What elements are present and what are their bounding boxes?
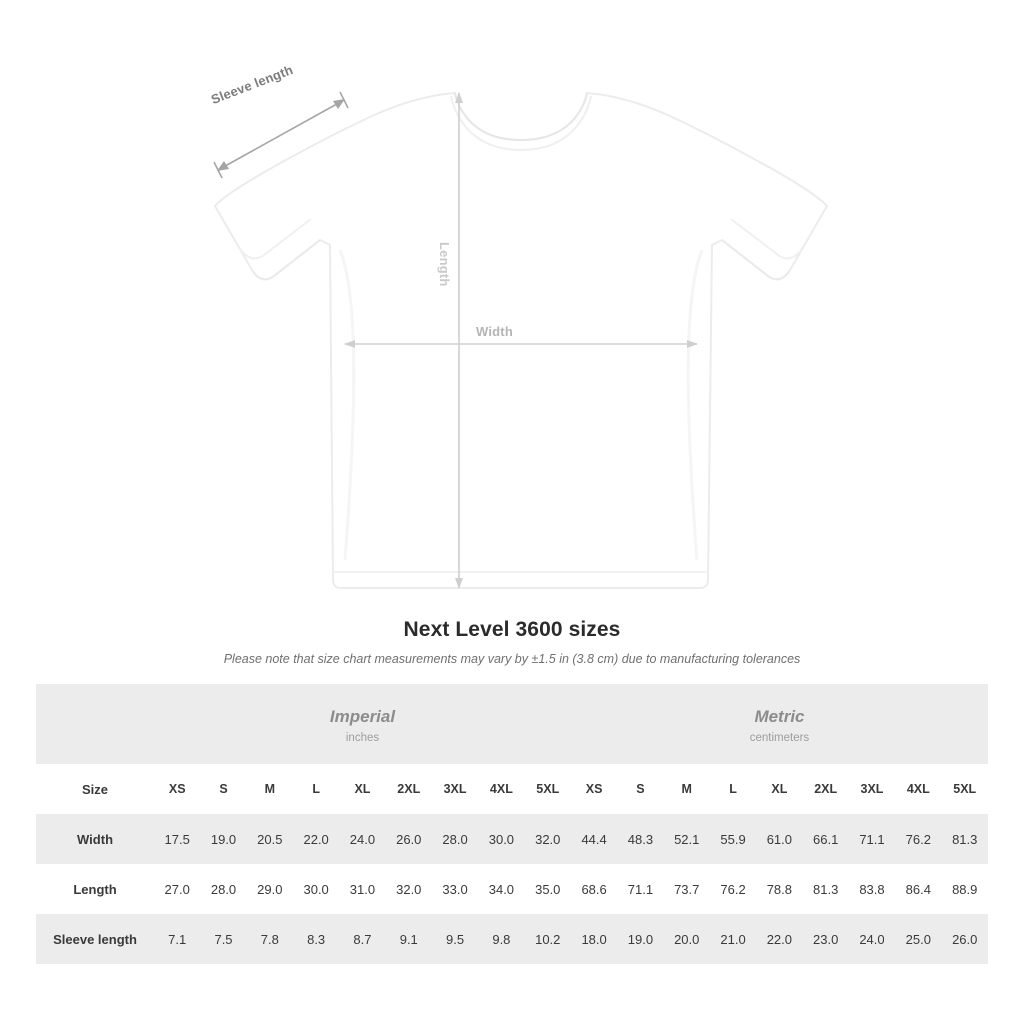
- measurement-cell: 10.2: [525, 914, 571, 964]
- measurement-cell: 26.0: [386, 814, 432, 864]
- table-row: [36, 864, 988, 914]
- measurement-cell: 28.0: [432, 814, 478, 864]
- size-header-cell: M: [247, 764, 293, 814]
- measurement-cell: 22.0: [293, 814, 339, 864]
- measurement-cell: 30.0: [293, 864, 339, 914]
- size-header-cell: S: [200, 764, 246, 814]
- measurement-cell: 48.3: [617, 814, 663, 864]
- size-header-cell: 5XL: [525, 764, 571, 814]
- size-header-cell: 3XL: [432, 764, 478, 814]
- measurement-cell: 71.1: [849, 814, 895, 864]
- measurement-cell: 76.2: [895, 814, 941, 864]
- title-block: [0, 618, 1024, 666]
- size-header-cell: L: [293, 764, 339, 814]
- measurement-cell: 8.3: [293, 914, 339, 964]
- measurement-cell: 71.1: [617, 864, 663, 914]
- size-header-cell: XL: [339, 764, 385, 814]
- unit-group-subtitle: inches: [345, 731, 380, 744]
- unit-group-header: [154, 684, 571, 764]
- size-header-cell: XS: [571, 764, 617, 814]
- size-header-cell: XS: [154, 764, 200, 814]
- measurement-cell: 28.0: [200, 864, 246, 914]
- size-column-header: Size: [36, 764, 154, 814]
- measurement-cell: 66.1: [803, 814, 849, 864]
- unit-group-subtitle: centimeters: [749, 731, 810, 744]
- tolerance-note: Please note that size chart measurements may vary by ±1.5 in (3.8 cm) due to manufacturing tolerances: [223, 652, 801, 666]
- length-dimension-label: Length: [437, 242, 452, 287]
- size-header-cell: XL: [756, 764, 802, 814]
- measurement-cell: 86.4: [895, 864, 941, 914]
- measurement-cell: 88.9: [941, 864, 988, 914]
- measurement-cell: 27.0: [154, 864, 200, 914]
- size-header-cell: 2XL: [803, 764, 849, 814]
- measurement-cell: 17.5: [154, 814, 200, 864]
- size-header-cell: 3XL: [849, 764, 895, 814]
- measurement-cell: 18.0: [571, 914, 617, 964]
- measurement-row-label: Sleeve length: [36, 914, 154, 964]
- table-row: [36, 814, 988, 864]
- measurement-cell: 20.5: [247, 814, 293, 864]
- measurement-cell: 24.0: [339, 814, 385, 864]
- measurement-cell: 7.8: [247, 914, 293, 964]
- size-header-cell: S: [617, 764, 663, 814]
- measurement-cell: 8.7: [339, 914, 385, 964]
- measurement-cell: 32.0: [525, 814, 571, 864]
- sleeve-length-dimension-label: Sleeve length: [209, 62, 296, 108]
- measurement-cell: 34.0: [478, 864, 524, 914]
- measurement-cell: 22.0: [756, 914, 802, 964]
- page-title: Next Level 3600 sizes: [403, 618, 621, 641]
- unit-group-row: [36, 684, 988, 764]
- measurement-cell: 31.0: [339, 864, 385, 914]
- unit-group-name: Imperial: [329, 706, 396, 726]
- measurement-cell: 73.7: [664, 864, 710, 914]
- measurement-cell: 52.1: [664, 814, 710, 864]
- width-dimension-label: Width: [476, 324, 513, 339]
- size-header-cell: 5XL: [941, 764, 988, 814]
- measurement-cell: 9.8: [478, 914, 524, 964]
- measurement-cell: 7.1: [154, 914, 200, 964]
- measurement-cell: 19.0: [617, 914, 663, 964]
- measurement-cell: 23.0: [803, 914, 849, 964]
- size-header-cell: 4XL: [478, 764, 524, 814]
- measurement-cell: 76.2: [710, 864, 756, 914]
- measurement-cell: 26.0: [941, 914, 988, 964]
- measurement-cell: 35.0: [525, 864, 571, 914]
- tshirt-shape: [215, 93, 827, 588]
- unit-group-name: Metric: [754, 706, 805, 726]
- measurement-cell: 33.0: [432, 864, 478, 914]
- size-header-cell: 2XL: [386, 764, 432, 814]
- measurement-cell: 78.8: [756, 864, 802, 914]
- measurement-cell: 83.8: [849, 864, 895, 914]
- measurement-cell: 30.0: [478, 814, 524, 864]
- measurement-cell: 7.5: [200, 914, 246, 964]
- size-header-cell: 4XL: [895, 764, 941, 814]
- size-chart-table-body: [36, 684, 988, 964]
- measurement-cell: 81.3: [803, 864, 849, 914]
- size-header-cell: M: [664, 764, 710, 814]
- measurement-cell: 81.3: [941, 814, 988, 864]
- measurement-cell: 9.5: [432, 914, 478, 964]
- measurement-cell: 20.0: [664, 914, 710, 964]
- table-row: [36, 914, 988, 964]
- table-header-row: [36, 764, 988, 814]
- measurement-cell: 21.0: [710, 914, 756, 964]
- measurement-cell: 32.0: [386, 864, 432, 914]
- measurement-cell: 19.0: [200, 814, 246, 864]
- size-chart-table: [36, 684, 988, 964]
- measurement-cell: 29.0: [247, 864, 293, 914]
- measurement-cell: 68.6: [571, 864, 617, 914]
- size-chart-table-wrapper: [36, 684, 988, 964]
- measurement-row-label: Width: [36, 814, 154, 864]
- unit-group-header: [571, 684, 988, 764]
- measurement-row-label: Length: [36, 864, 154, 914]
- measurement-cell: 44.4: [571, 814, 617, 864]
- measurement-cell: 9.1: [386, 914, 432, 964]
- measurement-cell: 61.0: [756, 814, 802, 864]
- table-corner-cell: [36, 684, 154, 764]
- measurement-cell: 55.9: [710, 814, 756, 864]
- measurement-cell: 24.0: [849, 914, 895, 964]
- measurement-cell: 25.0: [895, 914, 941, 964]
- size-header-cell: L: [710, 764, 756, 814]
